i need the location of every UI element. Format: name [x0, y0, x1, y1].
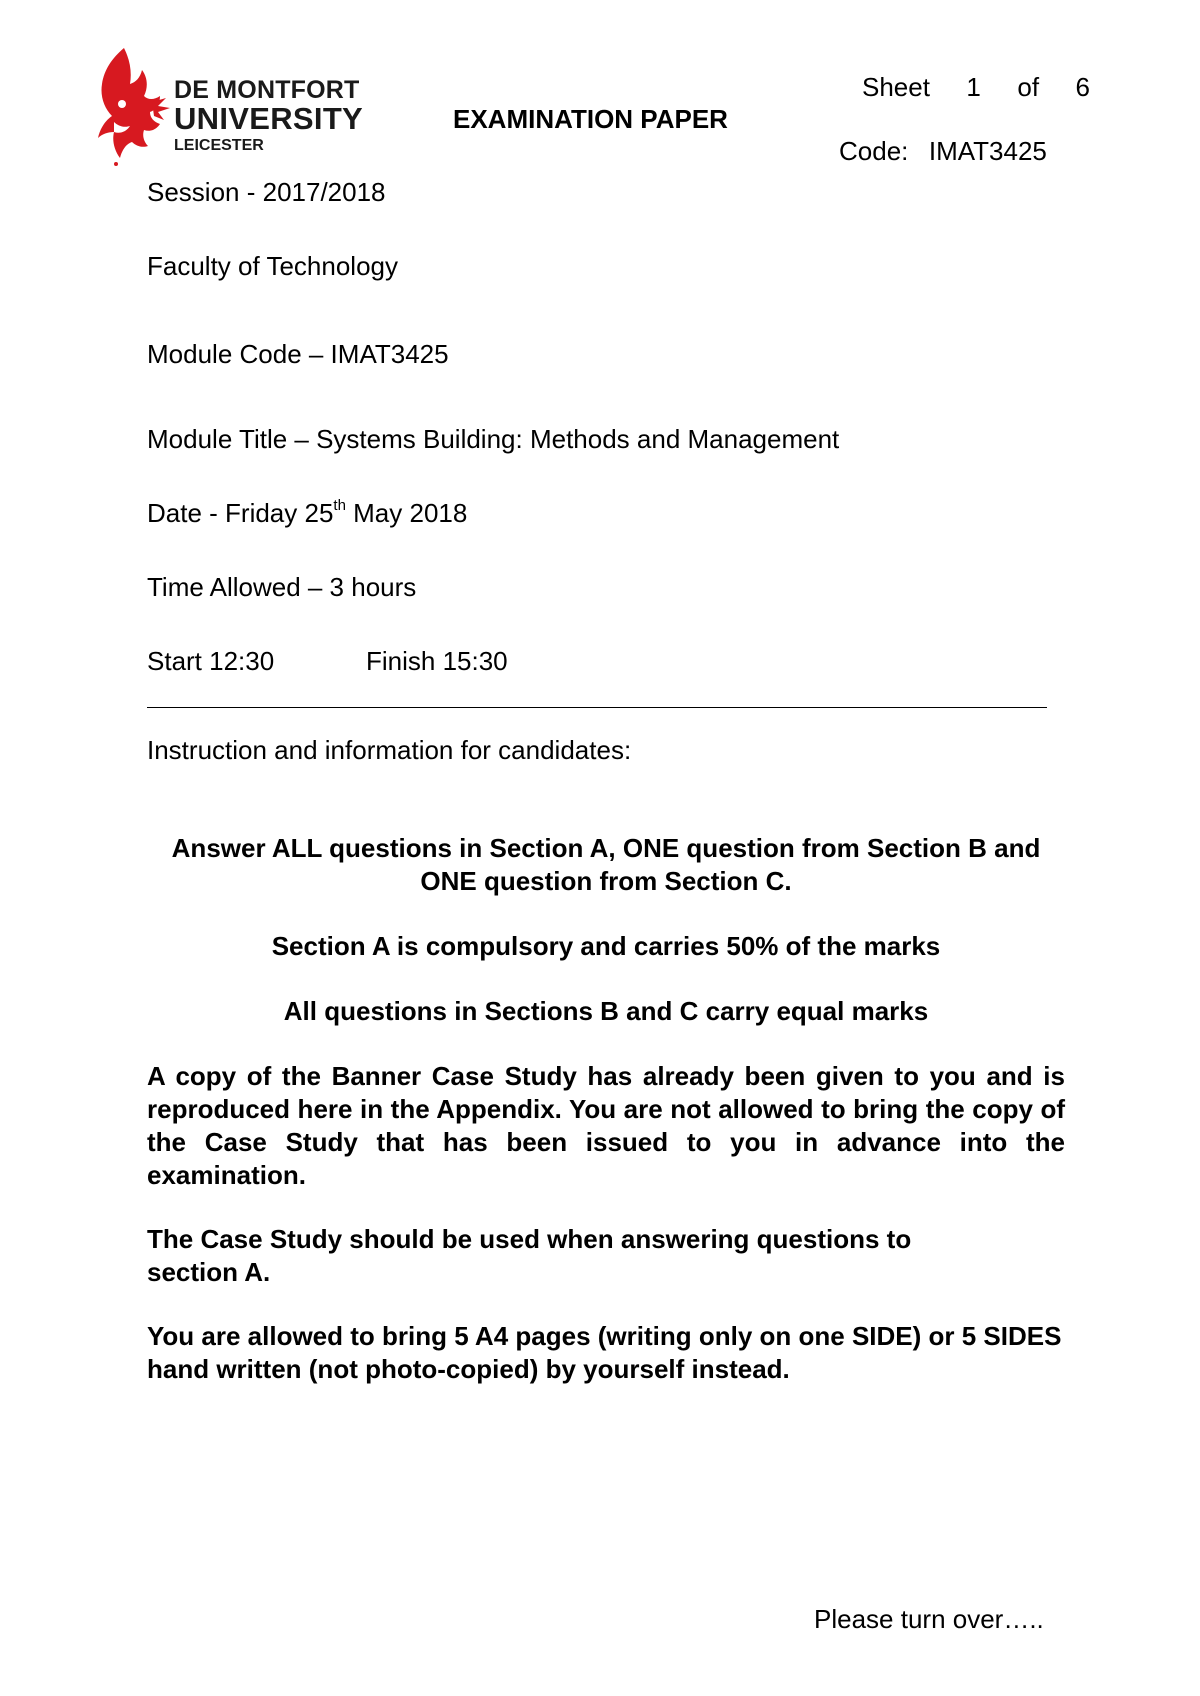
logo-text-de-montfort: DE MONTFORT: [174, 76, 360, 104]
sheet-number: 1: [966, 72, 981, 102]
module-code-line: Module Code – IMAT3425: [147, 339, 449, 369]
sheet-counter: [862, 72, 1090, 103]
session-line: Session - 2017/2018: [147, 177, 386, 207]
instruction-answer-sections: Answer ALL questions in Section A, ONE question from Section B and ONE question from Section C.: [171, 833, 1041, 896]
faculty-line: Faculty of Technology: [147, 251, 398, 281]
time-allowed-line: Time Allowed – 3 hours: [147, 572, 417, 602]
logo-text-leicester: LEICESTER: [174, 137, 264, 154]
leicester-wyvern-emblem-icon: [92, 46, 172, 166]
university-logo: [92, 46, 382, 166]
sheet-label: Sheet: [862, 72, 930, 102]
instructions-heading: Instruction and information for candidates:: [147, 735, 632, 765]
sheet-of: of: [1017, 72, 1040, 102]
instruction-case-study-usage: The Case Study should be used when answering questions to section A.: [147, 1224, 912, 1287]
instruction-equal-marks: All questions in Sections B and C carry equal marks: [283, 996, 929, 1026]
exam-code: [839, 136, 1047, 167]
logo-text-university: UNIVERSITY: [174, 101, 364, 136]
exam-paper-title: EXAMINATION PAPER: [453, 104, 728, 134]
date-rest: May 2018: [345, 498, 468, 528]
date-line: [147, 498, 467, 529]
module-title-line: Module Title – Systems Building: Methods and Management: [147, 424, 840, 454]
sheet-total: 6: [1075, 72, 1090, 102]
please-turn-over: Please turn over…..: [814, 1604, 1044, 1634]
code-label: Code:: [839, 136, 909, 166]
code-value: IMAT3425: [928, 136, 1047, 166]
instruction-section-a-compulsory: Section A is compulsory and carries 50% of the marks: [271, 931, 941, 961]
instruction-allowed-pages: You are allowed to bring 5 A4 pages (writing only on one SIDE) or 5 SIDES hand written (not photo-copied) by yourself instead.: [147, 1321, 1062, 1384]
finish-time: Finish 15:30: [366, 646, 508, 676]
date-prefix: Date - Friday 25: [147, 498, 334, 528]
date-ordinal-suffix: th: [333, 497, 346, 515]
instruction-case-study-copy: A copy of the Banner Case Study has already been given to you and is reproduced here in the Appendix. You are not allowed to bring the copy of the Case Study that has been issued to you in advance into the examination.: [147, 1061, 1065, 1190]
start-time: Start 12:30: [147, 646, 275, 676]
horizontal-divider: [147, 707, 1047, 708]
